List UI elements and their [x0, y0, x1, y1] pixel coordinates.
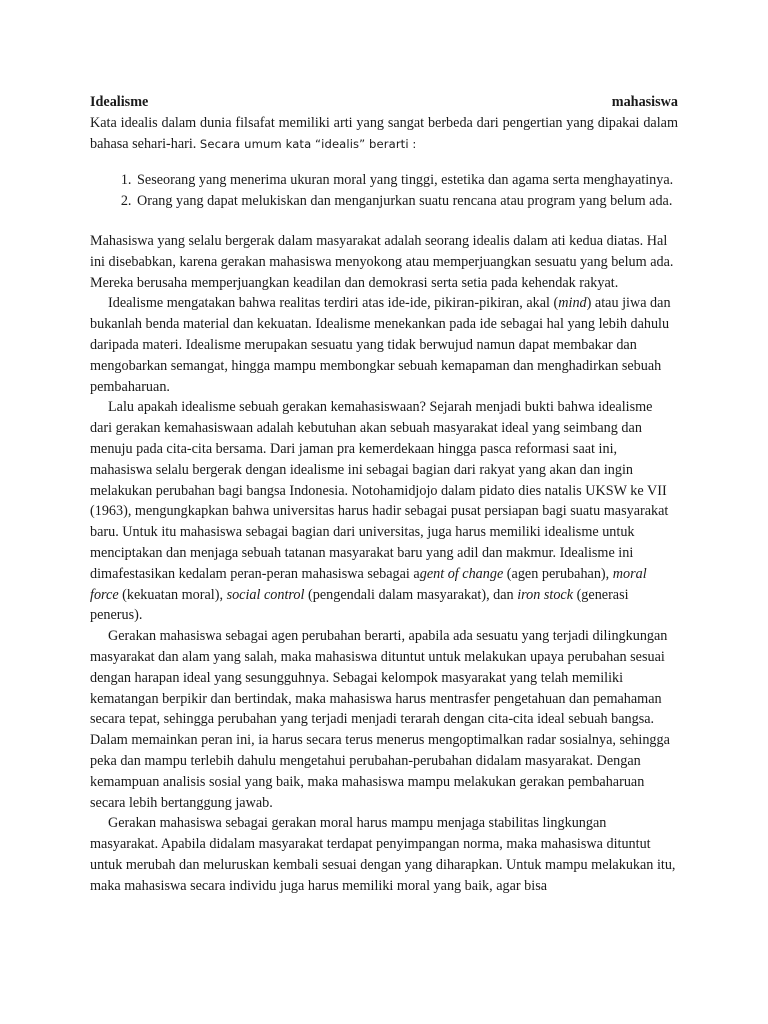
- term-social-control: social control: [226, 586, 305, 603]
- list-item: 1. Seseorang yang menerima ukuran moral yang tinggi, estetika dan agama serta menghayatinya.: [135, 170, 678, 191]
- paragraph-3-text-e: (generasi penerus).: [90, 586, 629, 624]
- paragraph-2: [90, 293, 678, 397]
- intro-paragraph: [90, 113, 678, 155]
- definition-list: [90, 170, 678, 212]
- paragraph-2-text-a: Idealisme mengatakan bahwa realitas terdiri atas ide-ide, pikiran-pikiran, akal (: [108, 295, 559, 312]
- paragraph-2-text-b: ) atau jiwa dan bukanlah benda material dan kekuatan. Idealisme menekankan pada ide sebagai hal yang lebih dahulu daripada materi. Idealisme merupakan sesuatu yang tidak berwujud namun dapat membakar dan mengobarkan semangat, hingga mampu membongkar sebuah kemapaman dan menghadirkan sebuah pembaharuan.: [90, 295, 671, 395]
- paragraph-5: Gerakan mahasiswa sebagai gerakan moral harus mampu menjaga stabilitas lingkungan masyarakat. Apabila didalam masyarakat terdapat penyimpangan norma, maka mahasiswa dituntut untuk merubah dan meluruskan kembali sesuai dengan yang diharapkan. Untuk mampu melakukan itu, maka mahasiswa secara individu juga harus memiliki moral yang baik, agar bisa: [90, 815, 676, 894]
- document-body: [90, 92, 678, 896]
- paragraph-3: [90, 397, 678, 626]
- paragraph-1: Mahasiswa yang selalu bergerak dalam masyarakat adalah seorang idealis dalam ati kedua diatas. Hal ini disebabkan, karena gerakan mahasiswa menyokong atau memperjuangkan sesuatu yang belum ada. Mereka berusaha memperjuangkan keadilan dan demokrasi serta setia pada kehendak rakyat.: [90, 232, 674, 291]
- paragraph-4: Gerakan mahasiswa sebagai agen perubahan berarti, apabila ada sesuatu yang terjadi dilingkungan masyarakat dan alam yang salah, maka mahasiswa dituntut untuk melakukan upaya perubahan sesuai dengan harapan ideal yang sesungguhnya. Sebagai kelompok masyarakat yang telah memiliki kematangan berpikir dan bertindak, maka mahasiswa harus mentrasfer pengetahuan dan pemahaman secara tepat, sehingga perubahan yang terjadi menjadi terarah dengan cita-cita ideal sebuah bangsa. Dalam memainkan peran ini, ia harus secara terus menerus mengoptimalkan radar sosialnya, sehingga peka dan mampu terlebih dahulu mengetahui perubahan-perubahan didalam masyarakat. Dengan kemampuan analisis sosial yang baik, maka mahasiswa mampu melakukan gerakan pembaharuan secara lebih bertanggung jawab.: [90, 628, 670, 811]
- title-left: Idealisme: [90, 94, 149, 110]
- paragraph-3-text-c: (kekuatan moral),: [118, 586, 227, 603]
- paragraph-3-text-d: (pengendali dalam masyarakat), dan: [304, 586, 518, 603]
- term-moral-force: moral force: [90, 565, 647, 603]
- term-agent-of-change: gent of change: [419, 565, 504, 582]
- paragraph-3-text-b: (agen perubahan),: [503, 565, 613, 582]
- title-right: mahasiswa: [611, 94, 678, 110]
- intro-serif-text: Kata idealis dalam dunia filsafat memiliki arti yang sangat berbeda dari pengertian yang dipakai dalam bahasa sehari-hari.: [90, 114, 678, 152]
- list-item: 2. Orang yang dapat melukiskan dan menganjurkan suatu rencana atau program yang belum ada.: [135, 191, 678, 212]
- intro-sans-text: Secara umum kata “idealis” berarti :: [199, 136, 417, 151]
- title-row: [90, 92, 678, 113]
- term-mind: mind: [558, 295, 587, 312]
- term-iron-stock: iron stock: [517, 586, 574, 603]
- paragraph-3-text-a: Lalu apakah idealisme sebuah gerakan kemahasiswaan? Sejarah menjadi bukti bahwa idealisme dari gerakan kemahasiswaan adalah kebutuhan akan sebuah masyarakat ideal yang seimbang dan menuju pada cita-cita bersama. Dari jaman pra kemerdekaan hingga pasca reformasi saat ini, mahasiswa selalu bergerak dengan idealisme ini sebagai bagian dari rakyat yang akan dan ingin melakukan perubahan bagi bangsa Indonesia. Notohamidjojo dalam pidato dies natalis UKSW ke VII (1963), mengungkapkan bahwa universitas harus hadir sebagai pusat persiapan bagi suatu masyarakat baru. Untuk itu mahasiswa sebagai bagian dari universitas, juga harus memiliki idealisme untuk menciptakan dan menjaga sebuah tatanan masyarakat baru yang adil dan makmur. Idealisme ini dimafestasikan kedalam peran-peran mahasiswa sebagai a: [90, 399, 669, 582]
